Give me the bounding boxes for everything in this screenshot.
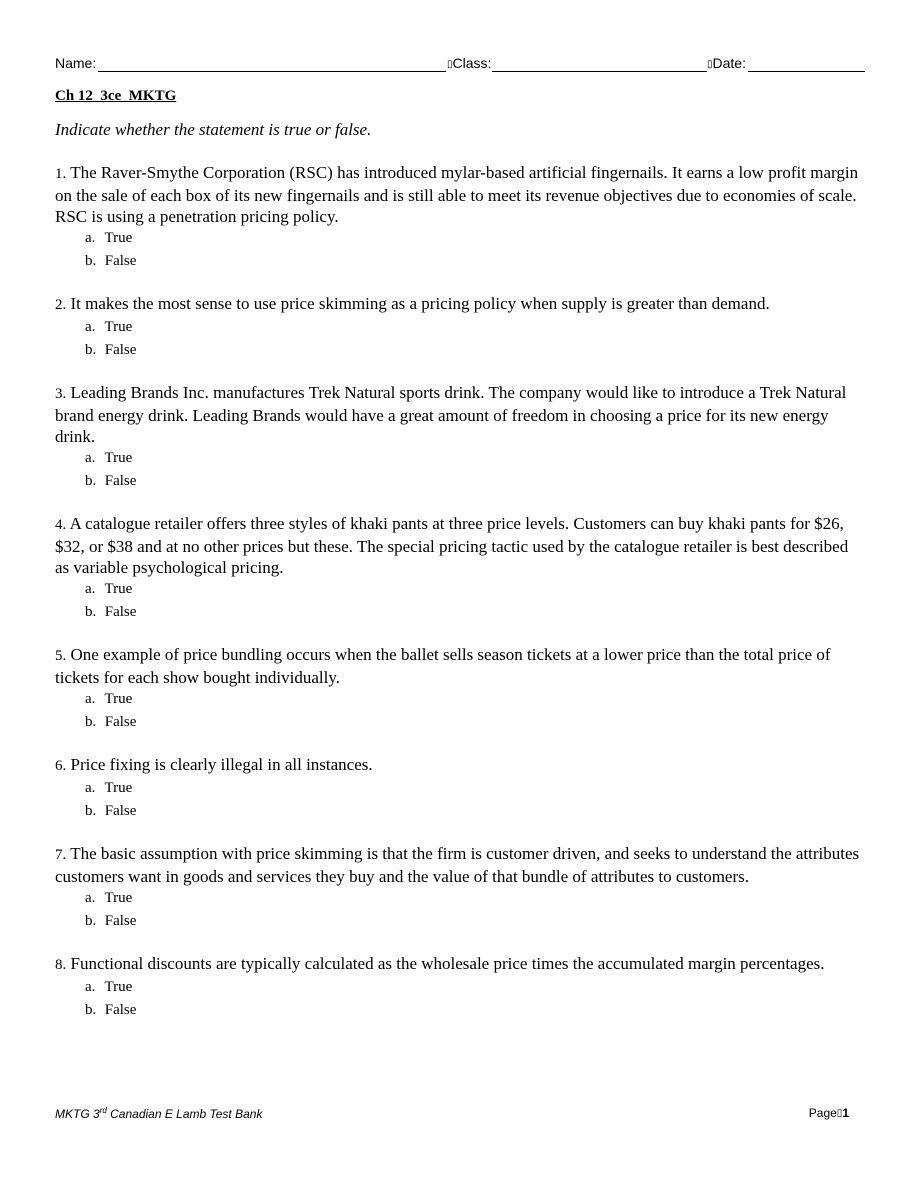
- option-false[interactable]: [55, 999, 865, 1022]
- option-label: False: [104, 1002, 137, 1018]
- option-label: False: [104, 604, 137, 620]
- question-text: [55, 953, 865, 976]
- footer-source: [55, 1106, 262, 1121]
- option-label: False: [104, 342, 137, 358]
- question-item: [55, 644, 865, 734]
- option-false[interactable]: [55, 910, 865, 933]
- class-field: [447, 55, 491, 71]
- question-item: [55, 953, 865, 1022]
- option-letter: b.: [85, 913, 97, 929]
- option-true[interactable]: [55, 976, 865, 999]
- option-letter: a.: [85, 691, 96, 707]
- question-text: [55, 754, 865, 777]
- question-number: 1.: [55, 166, 67, 182]
- question-item: [55, 382, 865, 493]
- option-true[interactable]: [55, 316, 865, 339]
- option-letter: a.: [85, 780, 96, 796]
- option-true[interactable]: [55, 578, 865, 601]
- course-title: Ch 12_3ce_MKTG: [55, 88, 177, 104]
- question-number: 8.: [55, 957, 67, 973]
- option-label: False: [104, 803, 137, 819]
- option-label: True: [104, 319, 133, 335]
- class-label: Class:: [452, 55, 492, 71]
- option-letter: b.: [85, 253, 97, 269]
- question-number: 3.: [55, 386, 67, 402]
- option-true[interactable]: [55, 688, 865, 711]
- option-label: True: [104, 890, 133, 906]
- question-statement: One example of price bundling occurs when the ballet sells season tickets at a lower price than the total price of tickets for each show bought individually.: [55, 645, 831, 687]
- placeholder-glyph-icon: ▯: [707, 59, 713, 70]
- option-letter: a.: [85, 581, 96, 597]
- date-blank-line[interactable]: [748, 71, 865, 72]
- option-letter: b.: [85, 714, 97, 730]
- option-label: False: [104, 714, 137, 730]
- option-false[interactable]: [55, 601, 865, 624]
- question-text: [55, 293, 865, 316]
- question-statement: The Raver-Smythe Corporation (RSC) has introduced mylar-based artificial fingernails. It earns a low profit margin on the sale of each box of its new fingernails and is still able to meet its revenue objectives due to economies of scale. RSC is using a penetration pricing policy.: [55, 163, 859, 226]
- option-letter: a.: [85, 890, 96, 906]
- question-statement: Functional discounts are typically calculated as the wholesale price times the accumulated margin percentages.: [70, 954, 825, 973]
- question-number: 7.: [55, 847, 67, 863]
- page-footer: [55, 1106, 849, 1122]
- question-item: [55, 513, 865, 624]
- option-letter: b.: [85, 342, 97, 358]
- option-label: False: [104, 913, 137, 929]
- document-page: [55, 0, 865, 1188]
- footer-source-title: MKTG 3: [55, 1107, 100, 1121]
- option-label: False: [104, 473, 137, 489]
- question-number: 4.: [55, 517, 67, 533]
- question-statement: The basic assumption with price skimming is that the firm is customer driven, and seeks to understand the attributes customers want in goods and services they buy and the value of that bundle of attributes to customers.: [55, 844, 860, 886]
- option-label: True: [104, 230, 133, 246]
- footer-source-rest: Canadian E Lamb Test Bank: [106, 1107, 263, 1121]
- placeholder-glyph-icon: ▯: [836, 1108, 843, 1119]
- student-info-header: [55, 55, 865, 75]
- class-blank-line[interactable]: [492, 71, 707, 72]
- option-letter: b.: [85, 1002, 97, 1018]
- option-letter: a.: [85, 230, 96, 246]
- placeholder-glyph-icon: ▯: [447, 59, 453, 70]
- option-label: True: [104, 691, 133, 707]
- question-list: [55, 162, 865, 1042]
- question-item: [55, 754, 865, 823]
- option-true[interactable]: [55, 447, 865, 470]
- name-blank-line[interactable]: [98, 71, 446, 72]
- question-statement: Price fixing is clearly illegal in all instances.: [70, 755, 373, 774]
- option-letter: a.: [85, 319, 96, 335]
- option-label: True: [104, 979, 133, 995]
- option-letter: a.: [85, 979, 96, 995]
- question-item: [55, 843, 865, 933]
- option-false[interactable]: [55, 711, 865, 734]
- question-item: [55, 162, 865, 273]
- date-field: [707, 55, 746, 71]
- option-label: True: [104, 581, 133, 597]
- footer-source-superscript: rd: [99, 1106, 107, 1115]
- option-letter: a.: [85, 450, 96, 466]
- option-true[interactable]: [55, 887, 865, 910]
- question-statement: A catalogue retailer offers three styles of khaki pants at three price levels. Customers can buy khaki pants for $26, $32, or $38 and at no other prices but these. The special pricing tactic used by the catalogue retailer is best described as variable psychological pricing.: [55, 514, 849, 577]
- option-label: True: [104, 450, 133, 466]
- option-letter: b.: [85, 604, 97, 620]
- instructions: Indicate whether the statement is true or false.: [55, 120, 372, 139]
- question-item: [55, 293, 865, 362]
- option-false[interactable]: [55, 470, 865, 493]
- question-number: 2.: [55, 297, 67, 313]
- option-false[interactable]: [55, 800, 865, 823]
- option-false[interactable]: [55, 339, 865, 362]
- name-field: [55, 55, 96, 71]
- question-text: [55, 162, 865, 227]
- name-label: Name:: [55, 55, 97, 71]
- footer-page-number: 1: [842, 1106, 849, 1120]
- date-label: Date:: [712, 55, 746, 71]
- footer-page-indicator: [809, 1106, 849, 1120]
- question-number: 5.: [55, 648, 67, 664]
- question-number: 6.: [55, 758, 67, 774]
- question-statement: Leading Brands Inc. manufactures Trek Natural sports drink. The company would like to introduce a Trek Natural brand energy drink. Leading Brands would have a great amount of freedom in choosing a price for its new energy drink.: [55, 383, 847, 446]
- option-label: False: [104, 253, 137, 269]
- option-letter: b.: [85, 473, 97, 489]
- option-letter: b.: [85, 803, 97, 819]
- question-statement: It makes the most sense to use price skimming as a pricing policy when supply is greater than demand.: [70, 294, 770, 313]
- question-text: [55, 644, 865, 688]
- option-label: True: [104, 780, 133, 796]
- question-text: [55, 382, 865, 447]
- option-true[interactable]: [55, 777, 865, 800]
- option-false[interactable]: [55, 250, 865, 273]
- question-text: [55, 843, 865, 887]
- question-text: [55, 513, 865, 578]
- footer-page-label: Page: [808, 1106, 837, 1120]
- option-true[interactable]: [55, 227, 865, 250]
